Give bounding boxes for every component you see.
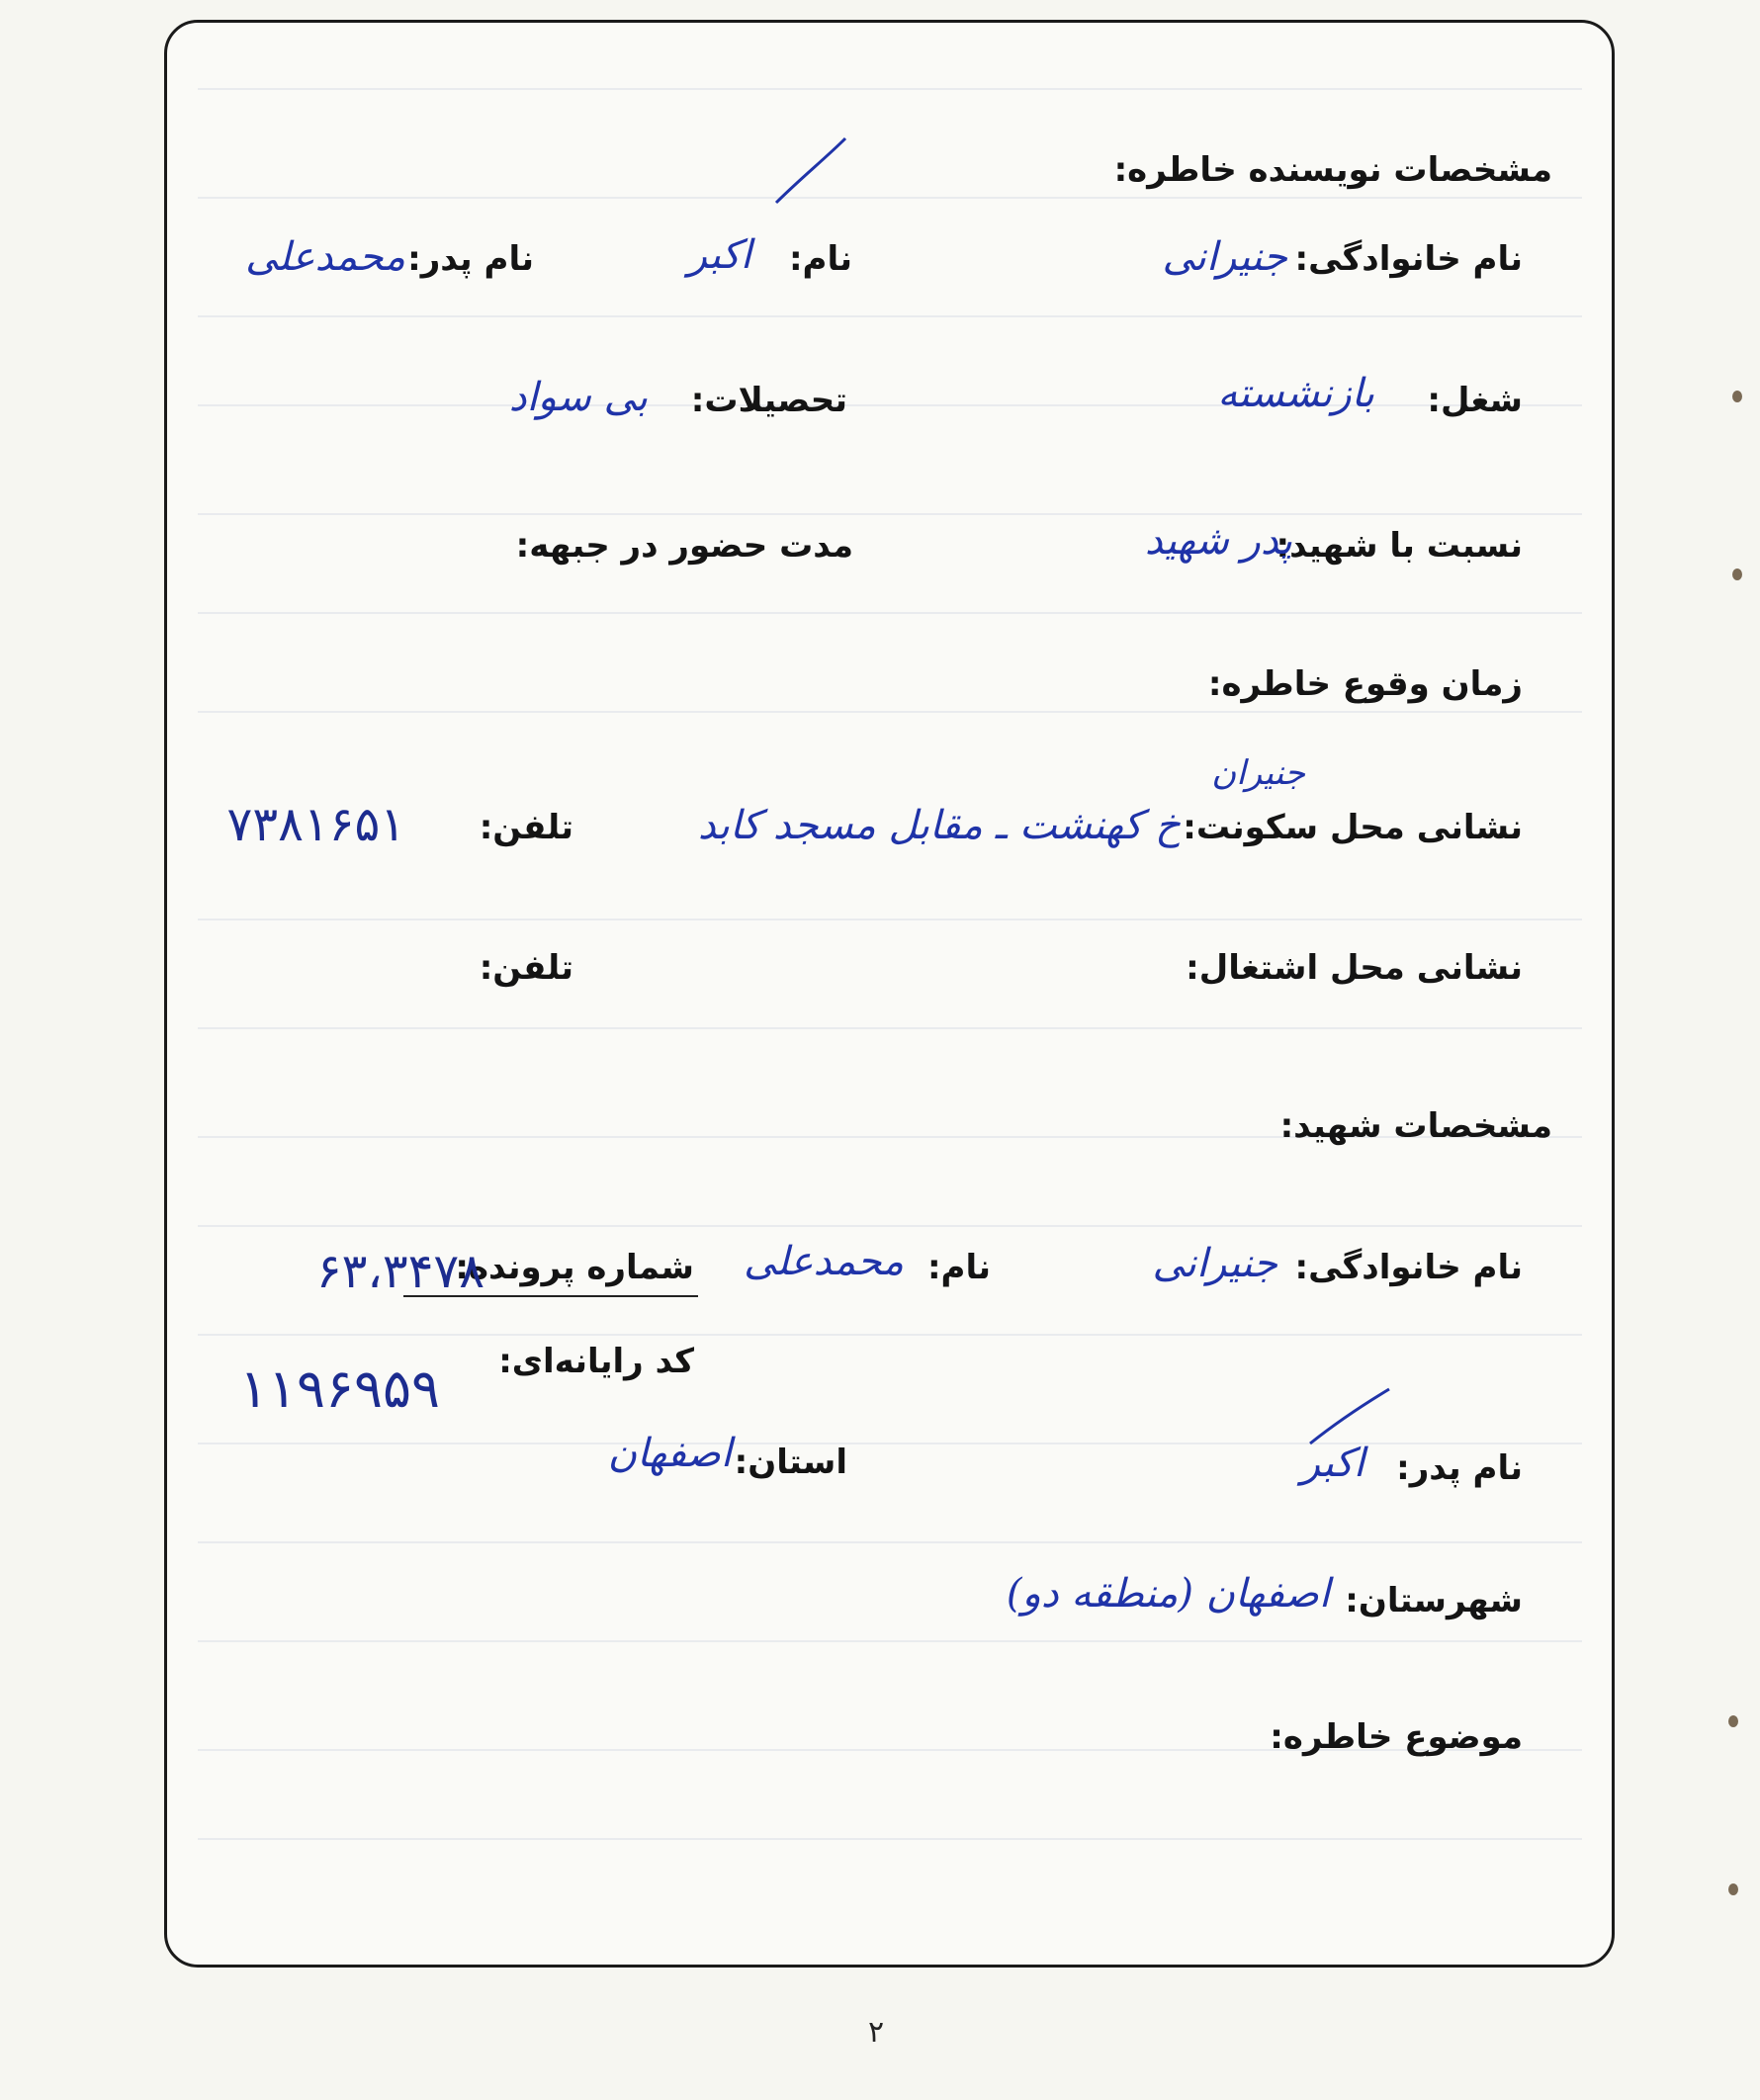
author-education-value: بی سواد [508, 375, 648, 420]
author-relation-value: پدر شهید [1144, 518, 1292, 564]
martyr-father-value: اکبر [1300, 1441, 1364, 1486]
martyr-province-label: استان: [734, 1443, 847, 1482]
author-education-label: تحصیلات: [690, 381, 847, 420]
author-front-label: مدت حضور در جبهه: [515, 526, 853, 566]
martyr-family-value: جنیرانی [1152, 1241, 1277, 1286]
author-work-phone-label: تلفن: [479, 948, 573, 988]
author-home-phone-label: تلفن: [479, 808, 573, 847]
binding-hole [1732, 391, 1742, 402]
martyr-county-value: اصفهان (منطقه دو) [1006, 1571, 1330, 1617]
martyr-topic-label: موضوع خاطره: [1270, 1717, 1523, 1757]
martyr-code-value: ۱۱۹۶۹۵۹ [238, 1357, 440, 1420]
form-frame [164, 20, 1615, 1968]
author-home-address-label: نشانی محل سکونت: [1183, 808, 1523, 847]
martyr-county-label: شهرستان: [1345, 1581, 1523, 1620]
martyr-father-label: نام پدر: [1396, 1448, 1523, 1488]
author-memory-time-label: زمان وقوع خاطره: [1207, 664, 1523, 704]
martyr-name-value: محمدعلی [744, 1239, 904, 1284]
author-job-label: شغل: [1427, 381, 1523, 420]
author-name-label: نام: [788, 239, 852, 279]
martyr-heading: مشخصات شهید: [1279, 1106, 1552, 1146]
martyr-province-value: اصفهان [607, 1431, 732, 1476]
author-heading: مشخصات نویسنده خاطره: [1113, 150, 1552, 190]
martyr-family-label: نام خانوادگی: [1294, 1248, 1523, 1287]
author-relation-label: نسبت با شهید: [1276, 526, 1523, 566]
author-work-address-label: نشانی محل اشتغال: [1186, 948, 1523, 988]
martyr-file-label: شماره پرونده: [455, 1248, 694, 1287]
author-family-value: جنیرانی [1162, 234, 1287, 280]
author-family-label: نام خانوادگی: [1294, 239, 1523, 279]
author-father-value: محمدعلی [245, 234, 405, 280]
author-home-address-value: خ کهنشت ـ مقابل مسجد کابد [697, 803, 1181, 848]
author-name-value: اکبر [687, 232, 751, 278]
author-father-label: نام پدر: [407, 239, 534, 279]
author-home-address-extra: جنیران [1211, 753, 1305, 793]
binding-hole [1732, 569, 1742, 580]
page-number: ۲ [868, 2015, 885, 2050]
author-home-phone-value: ۷۳۸۱۶۵۱ [226, 797, 405, 852]
martyr-name-label: نام: [926, 1248, 991, 1287]
martyr-file-value: ۶۳،۳۴۷۸ [315, 1244, 484, 1299]
checkmark-stroke [771, 133, 850, 213]
binding-hole [1728, 1883, 1738, 1895]
author-job-value: بازنشسته [1217, 371, 1374, 416]
martyr-code-label: کد رایانه‌ای: [498, 1342, 694, 1381]
binding-hole [1728, 1715, 1738, 1727]
